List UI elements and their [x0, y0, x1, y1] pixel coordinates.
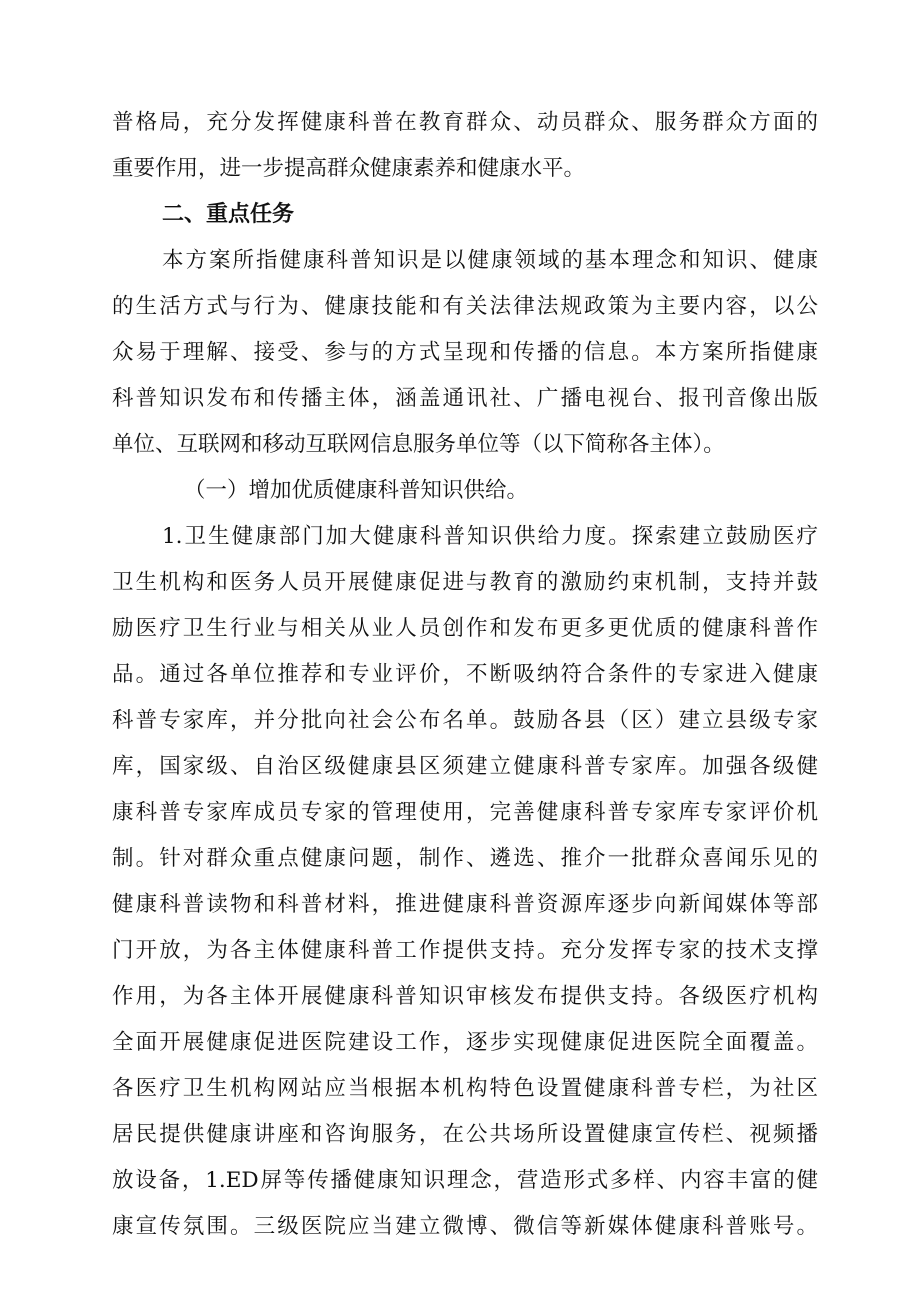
text-line: 重要作用，进一步提高群众健康素养和健康水平。 [112, 156, 586, 181]
text-line: 各医疗卫生机构网站应当根据本机构特色设置健康科普专栏，为社区 [112, 1076, 818, 1101]
text-line: 门开放，为各主体健康科普工作提供支持。充分发挥专家的技术支撑 [112, 938, 818, 963]
text-line: 单位、互联网和移动互联网信息服务单位等（以下简称各主体）。 [112, 432, 725, 457]
text-line: 本方案所指健康科普知识是以健康领域的基本理念和知识、健康 [162, 248, 818, 273]
text-line: 1.卫生健康部门加大健康科普知识供给力度。探索建立鼓励医疗 [162, 524, 818, 549]
text-line: 普格局，充分发挥健康科普在教育群众、动员群众、服务群众方面的 [112, 110, 818, 135]
section-heading: 二、重点任务 [162, 202, 295, 227]
text-line: 居民提供健康讲座和咨询服务，在公共场所设置健康宣传栏、视频播 [112, 1122, 818, 1147]
text-line: 健康科普读物和科普材料，推进健康科普资源库逐步向新闻媒体等部 [112, 892, 818, 917]
text-line: 作用，为各主体开展健康科普知识审核发布提供支持。各级医疗机构 [112, 984, 818, 1009]
text-line: 制。针对群众重点健康问题，制作、遴选、推介一批群众喜闻乐见的 [112, 846, 818, 871]
text-line: 全面开展健康促进医院建设工作，逐步实现健康促进医院全面覆盖。 [112, 1030, 818, 1055]
text-line: 康宣传氛围。三级医院应当建立微博、微信等新媒体健康科普账号。 [112, 1214, 818, 1239]
text-line: 的生活方式与行为、健康技能和有关法律法规政策为主要内容，以公 [112, 294, 818, 319]
text-line: 库，国家级、自治区级健康县区须建立健康科普专家库。加强各级健 [112, 754, 818, 779]
text-line: 卫生机构和医务人员开展健康促进与教育的激励约束机制，支持并鼓 [112, 570, 818, 595]
text-line: 励医疗卫生行业与相关从业人员创作和发布更多更优质的健康科普作 [112, 616, 818, 641]
text-line: 众易于理解、接受、参与的方式呈现和传播的信息。本方案所指健康 [112, 340, 818, 365]
text-line: 科普专家库，并分批向社会公布名单。鼓励各县（区）建立县级专家 [112, 708, 818, 733]
text-line: 品。通过各单位推荐和专业评价，不断吸纳符合条件的专家进入健康 [112, 662, 818, 687]
body-text [112, 100, 818, 1250]
text-line: 放设备，1.ED屏等传播健康知识理念，营造形式多样、内容丰富的健 [112, 1168, 818, 1193]
subsection-heading: （一）增加优质健康科普知识供给。 [184, 478, 529, 503]
text-line: 康科普专家库成员专家的管理使用，完善健康科普专家库专家评价机 [112, 800, 818, 825]
text-line: 科普知识发布和传播主体，涵盖通讯社、广播电视台、报刊音像出版 [112, 386, 818, 411]
